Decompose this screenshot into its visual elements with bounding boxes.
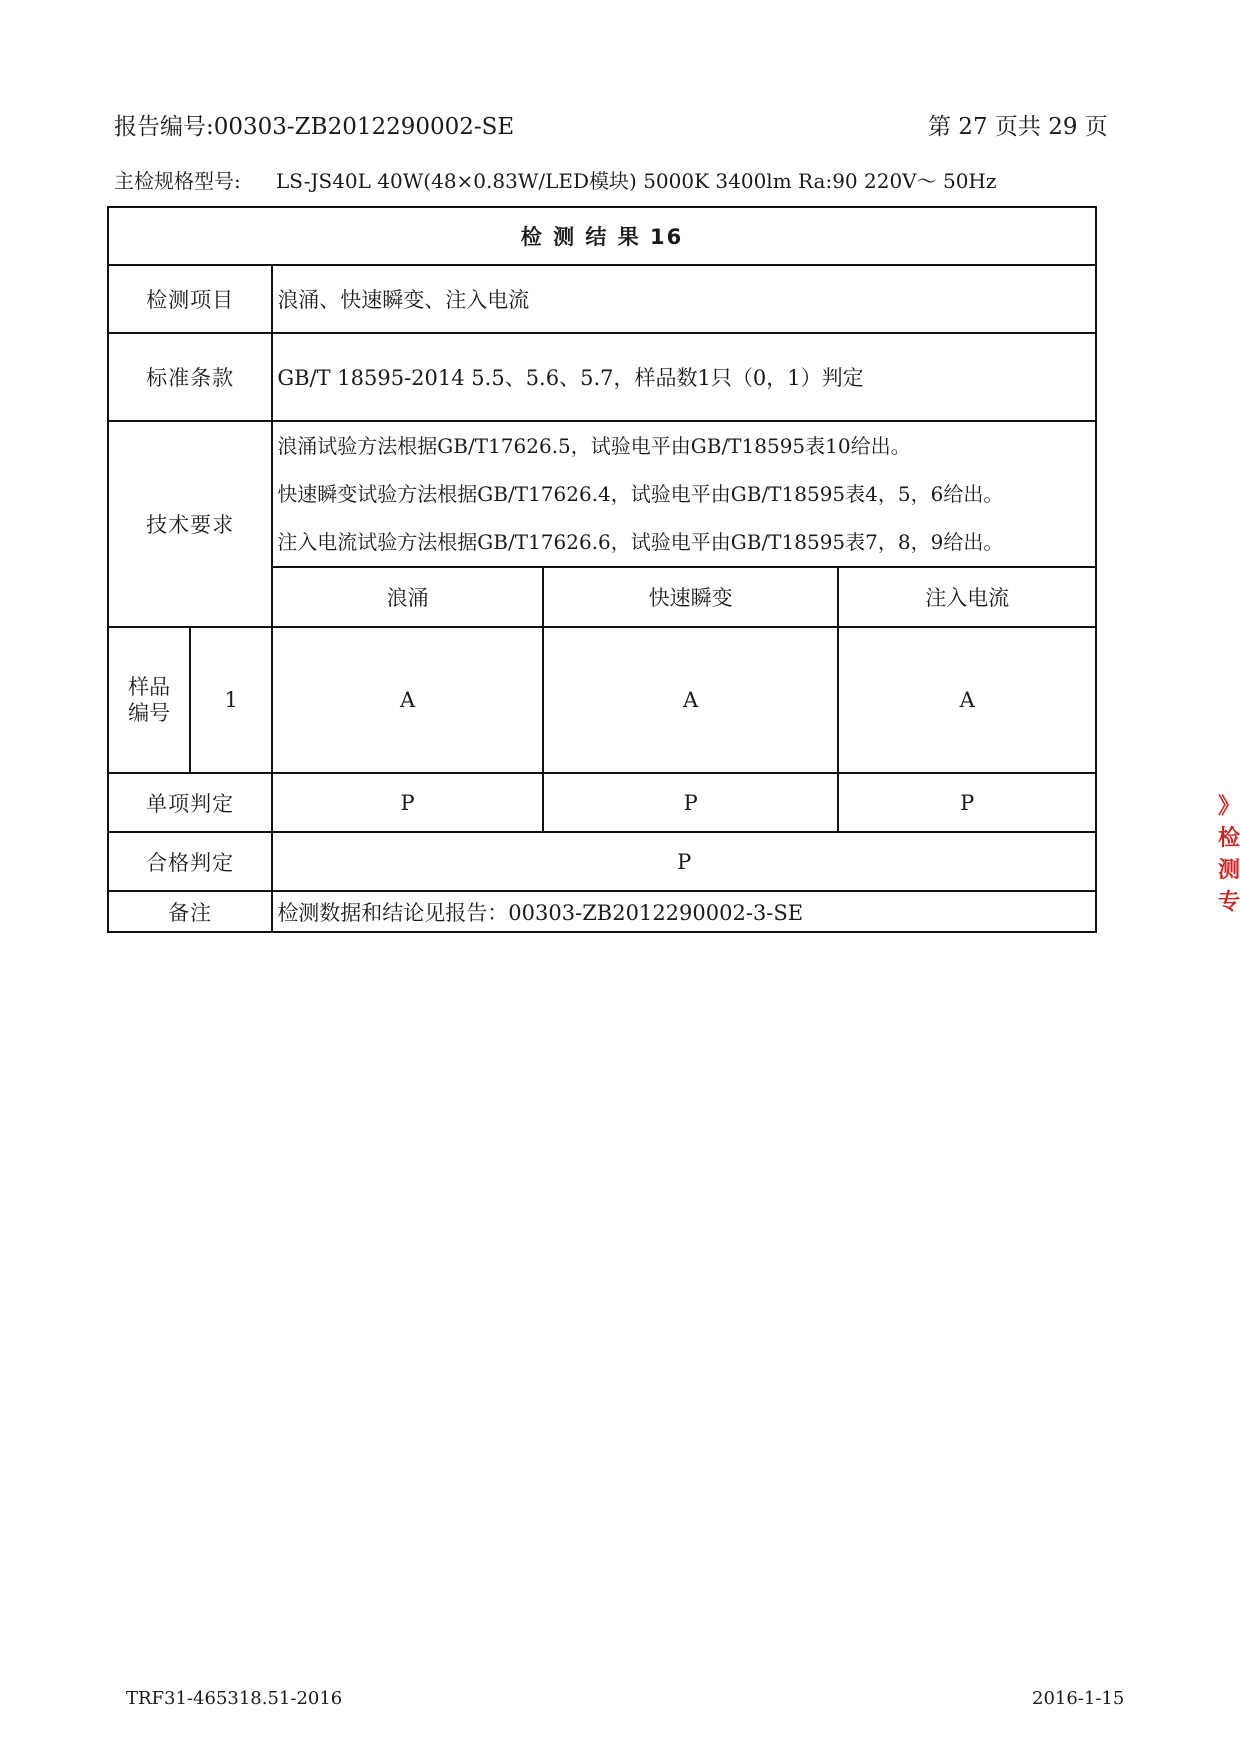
result-surge: A [272, 627, 543, 773]
sample-label-line2: 编号 [128, 701, 171, 725]
test-item-value: 浪涌、快速瞬变、注入电流 [272, 265, 1096, 333]
result-table [107, 206, 1097, 933]
report-number: 报告编号:00303-ZB2012290002-SE [114, 114, 515, 140]
overall-judgement-value: P [272, 832, 1096, 891]
standard-value: GB/T 18595-2014 5.5、5.6、5.7，样品数1只（0，1）判定 [272, 333, 1096, 421]
test-item-label: 检测项目 [108, 265, 272, 333]
footer-date: 2016-1-15 [1032, 1688, 1125, 1709]
single-judgement-eft: P [543, 773, 839, 832]
overall-judgement-label: 合格判定 [108, 832, 272, 891]
standard-label: 标准条款 [108, 333, 272, 421]
page-info: 第 27 页共 29 页 [928, 114, 1108, 140]
sample-label-line1: 样品 [128, 675, 171, 699]
single-judgement-label: 单项判定 [108, 773, 272, 832]
tech-req-cell [272, 421, 1096, 567]
column-header-eft: 快速瞬变 [543, 567, 839, 627]
result-injected: A [838, 627, 1096, 773]
sample-number-label [108, 627, 190, 773]
single-judgement-injected: P [838, 773, 1096, 832]
tech-req-line-eft: 快速瞬变试验方法根据GB/T17626.4，试验电平由GB/T18595表4，5，6给出。 [277, 482, 1004, 506]
tech-req-label: 技术要求 [108, 421, 272, 627]
single-judgement-surge: P [272, 773, 543, 832]
remark-label: 备注 [108, 891, 272, 932]
model-spec-value: LS-JS40L 40W(48×0.83W/LED模块) 5000K 3400lm Ra:90 220V～ 50Hz [276, 169, 997, 193]
tech-req-line-injected: 注入电流试验方法根据GB/T17626.6，试验电平由GB/T18595表7，8，9给出。 [277, 530, 1004, 554]
result-eft: A [543, 627, 839, 773]
tech-req-line-surge: 浪涌试验方法根据GB/T17626.5，试验电平由GB/T18595表10给出。 [277, 434, 911, 458]
sample-number: 1 [190, 627, 272, 773]
model-spec-label: 主检规格型号: [114, 169, 241, 193]
column-header-surge: 浪涌 [272, 567, 543, 627]
form-number: TRF31-465318.51-2016 [126, 1688, 343, 1709]
seal-stamp-edge: 》 检 测 专 [1218, 793, 1240, 915]
column-header-injected: 注入电流 [838, 567, 1096, 627]
table-title: 检 测 结 果 16 [108, 207, 1096, 265]
remark-value: 检测数据和结论见报告：00303-ZB2012290002-3-SE [272, 891, 1096, 932]
model-spec [114, 165, 996, 194]
